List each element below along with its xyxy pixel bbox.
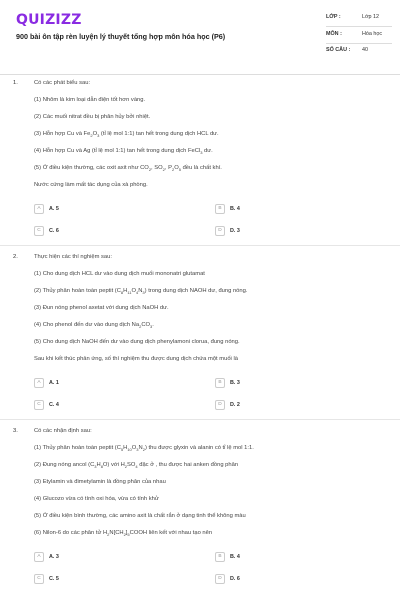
option-letter-box: B xyxy=(215,204,225,214)
option-text: C. 5 xyxy=(49,576,59,582)
question-line: (1) Cho dung dịch HCL dư vào dung dịch muối mononatri glutamat xyxy=(34,271,205,277)
option-letter-box: D xyxy=(215,400,225,410)
option-text: A. 1 xyxy=(49,380,59,386)
option-letter-box: A xyxy=(34,552,44,562)
question-line: Thực hiện các thí nghiệm sau: xyxy=(34,254,112,260)
option-text: B. 4 xyxy=(230,554,240,560)
question-number: 1. xyxy=(13,80,18,86)
header-divider xyxy=(0,74,400,75)
question-line: (5) Cho dung dịch NaOH đến dư vào dung dịch phenylamoni clorua, đung nóng. xyxy=(34,339,240,345)
question-line: (3) Đun nóng phenol axetat với dung dịch NaOH dư. xyxy=(34,305,169,311)
question-line: (2) Đung nóng ancol $(C_3H_8O)$ với $H_2SO_4$ đặc ở , thu được hai anken đồng phân xyxy=(34,462,239,470)
option-text: A. 3 xyxy=(49,554,59,560)
question-line: (1) Thủy phân hoàn toàn peptit $(C_5H_{10}O_3N_2)$ thu được glyxin và alanin có tỉ lệ mol 1:1. xyxy=(34,445,254,453)
question-line: (4) Hỗn hợp Cu và Ag (tỉ lệ mol 1:1) tan hết trong dung dịch FeCl$_3$ dư. xyxy=(34,148,213,156)
document-title: 900 bài ôn tập rèn luyện lý thuyết tổng hợp môn hóa học (P6) xyxy=(16,32,226,41)
option-text: D. 2 xyxy=(230,402,240,408)
page-header xyxy=(0,0,400,66)
question-number: 3. xyxy=(13,428,18,434)
option-letter-box: A xyxy=(34,204,44,214)
meta-value: 40 xyxy=(362,47,368,53)
question-line: (5) Ở điều kiện thường, các oxit axit như $CO_2$, $SO_2$, $P_2O_5$ đều là chất khí. xyxy=(34,165,222,173)
question-line: (4) Glucozo vừa có tính oxi hóa, vừa có tính khử xyxy=(34,496,159,502)
meta-value: Hóa học xyxy=(362,31,383,37)
meta-divider xyxy=(326,26,392,27)
question-line: (2) Thủy phân hoàn toàn peptit $(C_8H_{11}O_4N_3)$ trong dung dịch NAOH dư, đung nóng. xyxy=(34,288,248,296)
question-line: (6) Nilon-6 do các phân tử $H_2N[CH_2]_5COOH$ liên kết với nhau tạo nên xyxy=(34,530,213,538)
question-line: Có các nhận định sau: xyxy=(34,428,92,434)
question-line: Có các phát biểu sau: xyxy=(34,80,91,86)
option-letter-box: C xyxy=(34,400,44,410)
question-divider xyxy=(0,419,400,420)
question-line: (5) Ở điều kiện bình thường, các amino axit là chất rắn ở dạng tinh thể không màu xyxy=(34,513,246,519)
meta-divider xyxy=(326,43,392,44)
option-text: C. 6 xyxy=(49,228,59,234)
option-letter-box: D xyxy=(215,574,225,584)
question-line: (1) Nhôm là kim loại dẫn điện tốt hơn vàng. xyxy=(34,97,146,103)
question-number: 2. xyxy=(13,254,18,260)
question-line: (3) Etylamin và đimetylamin là đồng phân của nhau xyxy=(34,479,166,485)
option-text: B. 3 xyxy=(230,380,240,386)
option-text: D. 3 xyxy=(230,228,240,234)
option-letter-box: B xyxy=(215,552,225,562)
option-letter-box: D xyxy=(215,226,225,236)
meta-value: Lớp 12 xyxy=(362,14,380,20)
question-line: (4) Cho phenol đến dư vào dung dịch $Na_2CO_3$. xyxy=(34,322,154,330)
meta-label: MÔN : xyxy=(326,31,342,37)
option-letter-box: C xyxy=(34,574,44,584)
question-divider xyxy=(0,245,400,246)
option-letter-box: A xyxy=(34,378,44,388)
question-line: Nước cứng làm mất tác dụng của xà phòng. xyxy=(34,182,148,188)
option-text: A. 5 xyxy=(49,206,59,212)
question-line: (3) Hỗn hợp Cu và $Fe_2O_3$ (tỉ lệ mol 1:1) tan hết trong dung dịch HCL dư. xyxy=(34,131,219,139)
quizizz-logo: QUIZIZZ xyxy=(16,12,82,28)
question-line: (2) Các muối nitrat đều bị phân hủy bởi nhiệt. xyxy=(34,114,151,120)
option-text: C. 4 xyxy=(49,402,59,408)
option-letter-box: C xyxy=(34,226,44,236)
meta-label: LỚP : xyxy=(326,14,341,20)
meta-label: SỐ CÂU : xyxy=(326,47,351,53)
option-text: B. 4 xyxy=(230,206,240,212)
option-letter-box: B xyxy=(215,378,225,388)
question-line: Sau khi kết thúc phản ứng, số thí nghiệm thu được dung dịch chứa một muối là xyxy=(34,356,238,362)
option-text: D. 6 xyxy=(230,576,240,582)
